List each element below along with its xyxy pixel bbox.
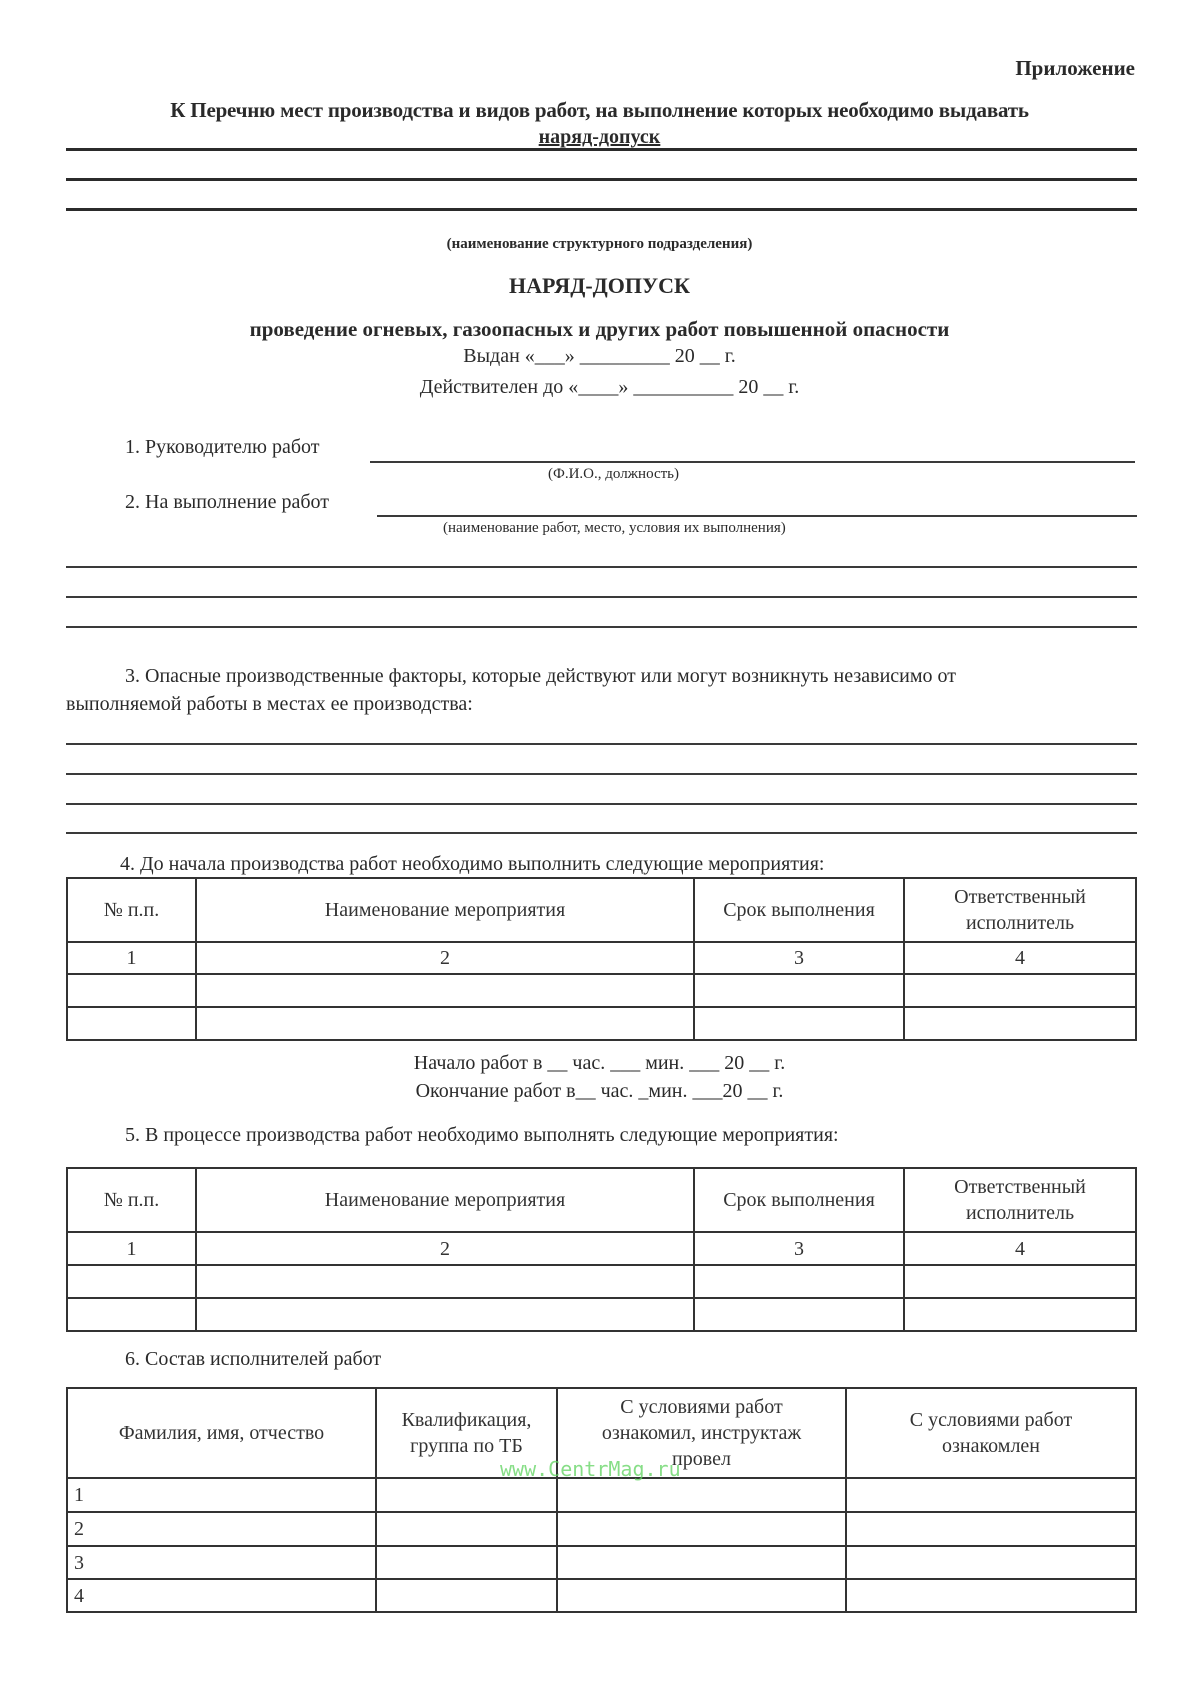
- valid-until-line: [0, 376, 1199, 399]
- issued-label: Выдан «: [463, 345, 535, 367]
- table-row: [67, 974, 1136, 1007]
- section-2-extra-line-2[interactable]: [66, 596, 1137, 598]
- row-number-cell[interactable]: 2: [67, 1512, 376, 1546]
- valid-quote: »: [618, 376, 629, 398]
- issued-suffix: г.: [724, 345, 736, 367]
- section-5-heading: 5. В процессе производства работ необходимо выполнять следующие мероприятия:: [125, 1124, 839, 1146]
- table-cell[interactable]: [694, 974, 904, 1007]
- issued-quote: »: [564, 345, 575, 367]
- numbering-row: [67, 1232, 1136, 1265]
- issued-year-field[interactable]: __: [699, 345, 720, 367]
- table-cell[interactable]: [196, 1265, 694, 1298]
- header-cell-measure: Наименование мероприятия: [196, 1168, 694, 1232]
- table-cell[interactable]: [904, 1265, 1136, 1298]
- header-cell-responsible: Ответственный исполнитель: [904, 878, 1136, 942]
- numbering-cell: 4: [904, 1232, 1136, 1265]
- table-row: [67, 1579, 1136, 1612]
- valid-month-field[interactable]: __________: [633, 376, 734, 398]
- table-header-row: [67, 1168, 1136, 1232]
- document-subtitle: проведение огневых, газоопасных и других работ повышенной опасности: [249, 317, 950, 341]
- section-1-caption: (Ф.И.О., должность): [548, 466, 679, 482]
- document-title: НАРЯД-ДОПУСК: [508, 273, 691, 298]
- watermark: www.CentrMag.ru: [500, 1457, 681, 1481]
- table-cell[interactable]: [694, 1007, 904, 1040]
- issued-year-prefix: 20: [674, 345, 695, 367]
- section-3-text-line-1: 3. Опасные производственные факторы, которые действуют или могут возникнуть независимо от: [125, 665, 956, 687]
- numbering-cell: 4: [904, 942, 1136, 974]
- section-2-field[interactable]: [377, 515, 1137, 517]
- table-row: [67, 1265, 1136, 1298]
- section-3-line-2[interactable]: [66, 773, 1137, 775]
- table-cell[interactable]: [557, 1579, 846, 1612]
- numbering-cell: 2: [196, 1232, 694, 1265]
- table-row: [67, 1007, 1136, 1040]
- numbering-cell: 3: [694, 942, 904, 974]
- numbering-cell: 1: [67, 942, 196, 974]
- unit-caption: (наименование структурного подразделения): [446, 236, 753, 252]
- table-cell[interactable]: [846, 1546, 1136, 1579]
- measures-before-table: [66, 877, 1137, 1041]
- numbering-cell: 3: [694, 1232, 904, 1265]
- table-row: [67, 1512, 1136, 1546]
- table-header-row: [67, 878, 1136, 942]
- work-start-line[interactable]: Начало работ в __ час. ___ мин. ___ 20 __ г.: [413, 1052, 786, 1074]
- table-cell[interactable]: [376, 1512, 557, 1546]
- reference-line-2: наряд-допуск: [538, 126, 661, 148]
- section-2-extra-line-3[interactable]: [66, 626, 1137, 628]
- header-cell-number: № п.п.: [67, 878, 196, 942]
- table-cell[interactable]: [904, 1007, 1136, 1040]
- valid-suffix: г.: [788, 376, 800, 398]
- section-3-line-3[interactable]: [66, 803, 1137, 805]
- table-cell[interactable]: [376, 1546, 557, 1579]
- valid-year-prefix: 20: [738, 376, 759, 398]
- header-cell-deadline: Срок выполнения: [694, 1168, 904, 1232]
- valid-year-field[interactable]: __: [763, 376, 784, 398]
- issued-day-field[interactable]: ___: [534, 345, 565, 367]
- table-cell[interactable]: [557, 1546, 846, 1579]
- section-2-caption: (наименование работ, место, условия их выполнения): [443, 520, 786, 536]
- appendix-label: Приложение: [1015, 56, 1135, 80]
- table-cell[interactable]: [904, 974, 1136, 1007]
- header-cell-deadline: Срок выполнения: [694, 878, 904, 942]
- numbering-row: [67, 942, 1136, 974]
- numbering-cell: 1: [67, 1232, 196, 1265]
- reference-line-1: К Перечню мест производства и видов работ, на выполнение которых необходимо выдавать: [170, 98, 1029, 122]
- table-cell[interactable]: [67, 1298, 196, 1331]
- table-cell[interactable]: [694, 1298, 904, 1331]
- header-cell-responsible: Ответственный исполнитель: [904, 1168, 1136, 1232]
- table-cell[interactable]: [846, 1579, 1136, 1612]
- table-cell[interactable]: [67, 974, 196, 1007]
- header-cell-qualification: Квалификация, группа по ТБ: [376, 1388, 557, 1478]
- measures-during-table: [66, 1167, 1137, 1332]
- issued-month-field[interactable]: _________: [579, 345, 670, 367]
- table-cell[interactable]: [196, 1007, 694, 1040]
- issued-date-line: [0, 345, 1199, 368]
- header-cell-full-name: Фамилия, имя, отчество: [67, 1388, 376, 1478]
- table-cell[interactable]: [376, 1478, 557, 1512]
- section-1-label: 1. Руководителю работ: [125, 436, 320, 458]
- table-row: [67, 1546, 1136, 1579]
- header-cell-number: № п.п.: [67, 1168, 196, 1232]
- header-cell-briefing-given: С условиями работ ознакомил, инструктаж провел: [557, 1388, 846, 1478]
- section-3-text-line-2: выполняемой работы в местах ее производства:: [66, 693, 473, 715]
- header-rule-2: [66, 178, 1137, 181]
- header-cell-acknowledged: С условиями работ ознакомлен: [846, 1388, 1136, 1478]
- table-cell[interactable]: [196, 974, 694, 1007]
- table-cell[interactable]: [67, 1265, 196, 1298]
- table-cell[interactable]: [694, 1265, 904, 1298]
- table-cell[interactable]: [67, 1007, 196, 1040]
- section-6-heading: 6. Состав исполнителей работ: [125, 1348, 382, 1370]
- section-3-line-4[interactable]: [66, 832, 1137, 834]
- row-number-cell[interactable]: 1: [67, 1478, 376, 1512]
- executors-table: [66, 1387, 1137, 1613]
- table-cell[interactable]: [557, 1478, 846, 1512]
- section-4-heading: 4. До начала производства работ необходимо выполнить следующие мероприятия:: [120, 853, 825, 875]
- table-row: [67, 1298, 1136, 1331]
- table-cell[interactable]: [846, 1478, 1136, 1512]
- section-2-extra-line-1[interactable]: [66, 566, 1137, 568]
- table-cell[interactable]: [904, 1298, 1136, 1331]
- header-cell-measure: Наименование мероприятия: [196, 878, 694, 942]
- row-number-cell[interactable]: 3: [67, 1546, 376, 1579]
- section-2-label: 2. На выполнение работ: [125, 491, 330, 513]
- table-cell[interactable]: [196, 1298, 694, 1331]
- table-row: [67, 1478, 1136, 1512]
- section-3-line-1[interactable]: [66, 743, 1137, 745]
- header-rule-3: [66, 208, 1137, 211]
- valid-day-field[interactable]: ____: [578, 376, 619, 398]
- numbering-cell: 2: [196, 942, 694, 974]
- row-number-cell[interactable]: 4: [67, 1579, 376, 1612]
- table-cell[interactable]: [557, 1512, 846, 1546]
- valid-label: Действителен до «: [419, 376, 579, 398]
- table-cell[interactable]: [846, 1512, 1136, 1546]
- header-rule-1: [66, 148, 1137, 151]
- section-1-field[interactable]: [370, 461, 1135, 463]
- work-end-line[interactable]: Окончание работ в__ час. _мин. ___20 __ г.: [415, 1080, 784, 1102]
- table-cell[interactable]: [376, 1579, 557, 1612]
